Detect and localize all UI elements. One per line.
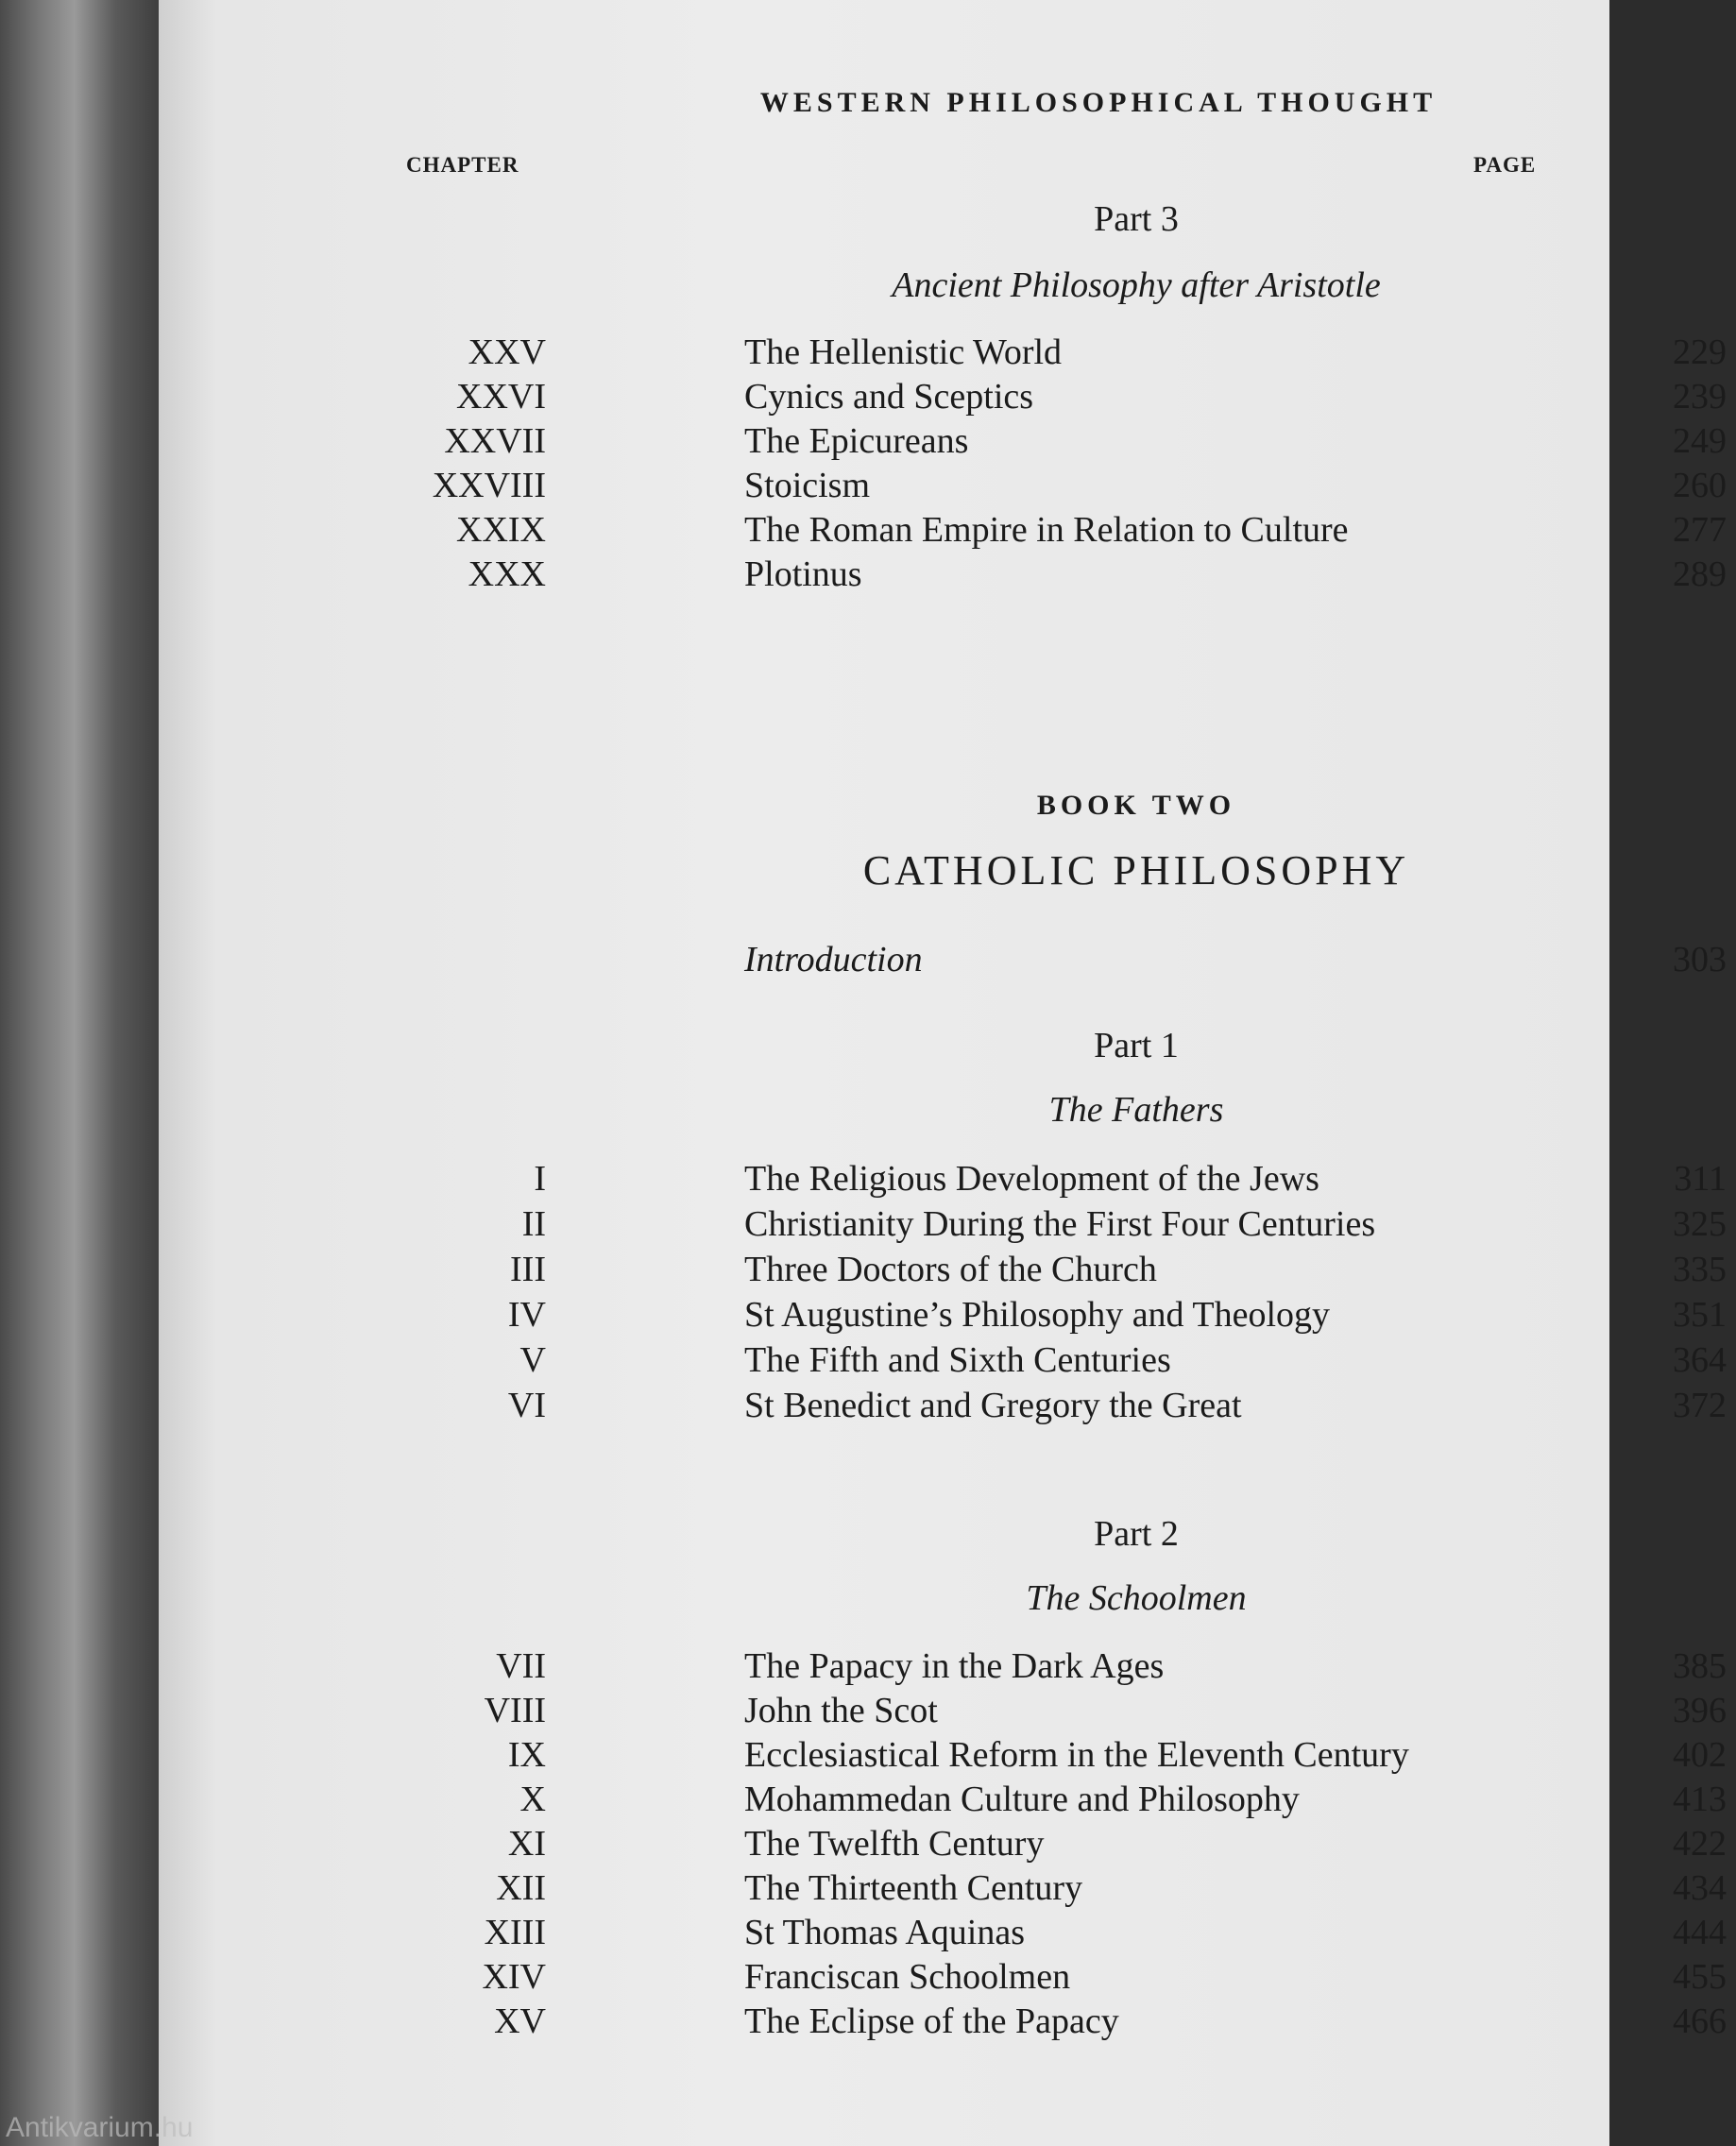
toc-row — [348, 1293, 1727, 1337]
page-number: 364 — [1673, 1340, 1727, 1380]
chapter-title: The Hellenistic World — [744, 332, 1063, 372]
chapter-number: XXV — [468, 332, 546, 372]
chapter-number: IV — [507, 1295, 546, 1335]
chapter-title: The Fifth and Sixth Centuries — [744, 1340, 1171, 1380]
chapter-number: VIII — [484, 1691, 546, 1730]
book-page — [159, 0, 1727, 2146]
chapter-number: X — [519, 1780, 546, 1819]
page-number: 434 — [1673, 1868, 1727, 1908]
chapter-number: XXVI — [456, 377, 546, 417]
toc-row — [348, 2000, 1727, 2043]
page-number: 325 — [1673, 1204, 1727, 1244]
toc-row — [348, 1866, 1727, 1910]
chapter-title: The Roman Empire in Relation to Culture — [744, 510, 1349, 550]
page-column-label: PAGE — [1473, 153, 1537, 177]
chapter-title: Franciscan Schoolmen — [744, 1957, 1071, 1997]
toc-row — [348, 1202, 1727, 1246]
toc-row — [348, 553, 1727, 596]
chapter-title: St Augustine’s Philosophy and Theology — [744, 1295, 1331, 1335]
part2-subtitle: The Schoolmen — [1026, 1578, 1247, 1618]
toc-row — [348, 1338, 1727, 1382]
chapter-number: XI — [507, 1824, 546, 1864]
chapter-title: The Eclipse of the Papacy — [744, 2001, 1119, 2041]
watermark: Antikvarium.hu — [6, 2112, 194, 2143]
toc-row — [348, 1911, 1727, 1954]
chapter-number: V — [519, 1340, 546, 1380]
chapter-title: John the Scot — [744, 1691, 938, 1730]
toc-row — [348, 1733, 1727, 1777]
chapter-title: The Thirteenth Century — [744, 1868, 1083, 1908]
chapter-number: XIII — [484, 1913, 546, 1952]
chapter-number: III — [510, 1250, 546, 1289]
chapter-title: Stoicism — [744, 466, 871, 505]
toc-row — [348, 1384, 1727, 1427]
chapter-number: XXVII — [444, 421, 546, 461]
running-head: WESTERN PHILOSOPHICAL THOUGHT — [759, 87, 1438, 118]
toc-row — [348, 1689, 1727, 1732]
page-number: 372 — [1673, 1386, 1727, 1425]
chapter-title: The Religious Development of the Jews — [744, 1159, 1319, 1199]
page-number: 455 — [1673, 1957, 1727, 1997]
part3-subtitle: Ancient Philosophy after Aristotle — [892, 265, 1381, 305]
page-number: 466 — [1673, 2001, 1727, 2041]
toc-row — [348, 331, 1727, 374]
page-number: 444 — [1673, 1913, 1727, 1952]
toc-row — [348, 1248, 1727, 1291]
chapter-title: St Thomas Aquinas — [744, 1913, 1025, 1952]
chapter-number: VII — [496, 1646, 546, 1686]
chapter-title: Plotinus — [744, 554, 862, 594]
chapter-number: I — [534, 1159, 546, 1199]
page-number: 385 — [1673, 1646, 1727, 1686]
chapter-title: Mohammedan Culture and Philosophy — [744, 1780, 1300, 1819]
page-number: 396 — [1673, 1691, 1727, 1730]
page-number: 335 — [1673, 1250, 1727, 1289]
chapter-title: Three Doctors of the Church — [744, 1250, 1157, 1289]
chapter-title: St Benedict and Gregory the Great — [744, 1386, 1242, 1425]
chapter-title: Christianity During the First Four Centuries — [744, 1204, 1376, 1244]
page-number: 413 — [1673, 1780, 1727, 1819]
toc-row — [348, 1778, 1727, 1821]
toc-row — [348, 1157, 1727, 1201]
book-two-label: BOOK TWO — [1036, 790, 1236, 821]
page-number: 303 — [1673, 940, 1727, 979]
page-number: 422 — [1673, 1824, 1727, 1864]
part1-subtitle: The Fathers — [1048, 1090, 1224, 1130]
chapter-number: XII — [496, 1868, 546, 1908]
chapter-title: The Twelfth Century — [744, 1824, 1045, 1864]
chapter-number: VI — [507, 1386, 546, 1425]
toc-row — [348, 1955, 1727, 1999]
chapter-number: II — [521, 1204, 546, 1244]
page-number: 402 — [1673, 1735, 1727, 1775]
page-number: 311 — [1674, 1159, 1727, 1199]
page-number: 260 — [1673, 466, 1727, 505]
chapter-number: IX — [507, 1735, 546, 1775]
chapter-number: XV — [494, 2001, 546, 2041]
toc-row — [348, 464, 1727, 507]
part1-heading: Part 1 — [1094, 1026, 1179, 1065]
book-two-title: CATHOLIC PHILOSOPHY — [862, 847, 1410, 894]
toc-row — [348, 375, 1727, 418]
page-number: 289 — [1673, 554, 1727, 594]
chapter-column-label: CHAPTER — [406, 153, 519, 177]
chapter-number: XXVIII — [432, 466, 546, 505]
chapter-title: Cynics and Sceptics — [744, 377, 1034, 417]
chapter-title: Ecclesiastical Reform in the Eleventh Century — [744, 1735, 1409, 1775]
page-number: 277 — [1673, 510, 1727, 550]
page-number: 229 — [1673, 332, 1727, 372]
chapter-number: XXIX — [456, 510, 546, 550]
toc-row — [348, 1822, 1727, 1865]
chapter-number: XIV — [482, 1957, 546, 1997]
part3-heading: Part 3 — [1094, 199, 1179, 239]
book-spine-shadow — [0, 0, 165, 2146]
page-number: 249 — [1673, 421, 1727, 461]
toc-row — [348, 1644, 1727, 1688]
part2-heading: Part 2 — [1094, 1514, 1179, 1554]
chapter-number: XXX — [468, 554, 546, 594]
toc-row — [348, 508, 1727, 552]
toc-row-introduction — [348, 938, 1727, 981]
toc-row — [348, 419, 1727, 463]
page-number: 239 — [1673, 377, 1727, 417]
chapter-title: The Papacy in the Dark Ages — [744, 1646, 1165, 1686]
introduction-title: Introduction — [744, 940, 923, 979]
chapter-title: The Epicureans — [744, 421, 969, 461]
page-number: 351 — [1673, 1295, 1727, 1335]
